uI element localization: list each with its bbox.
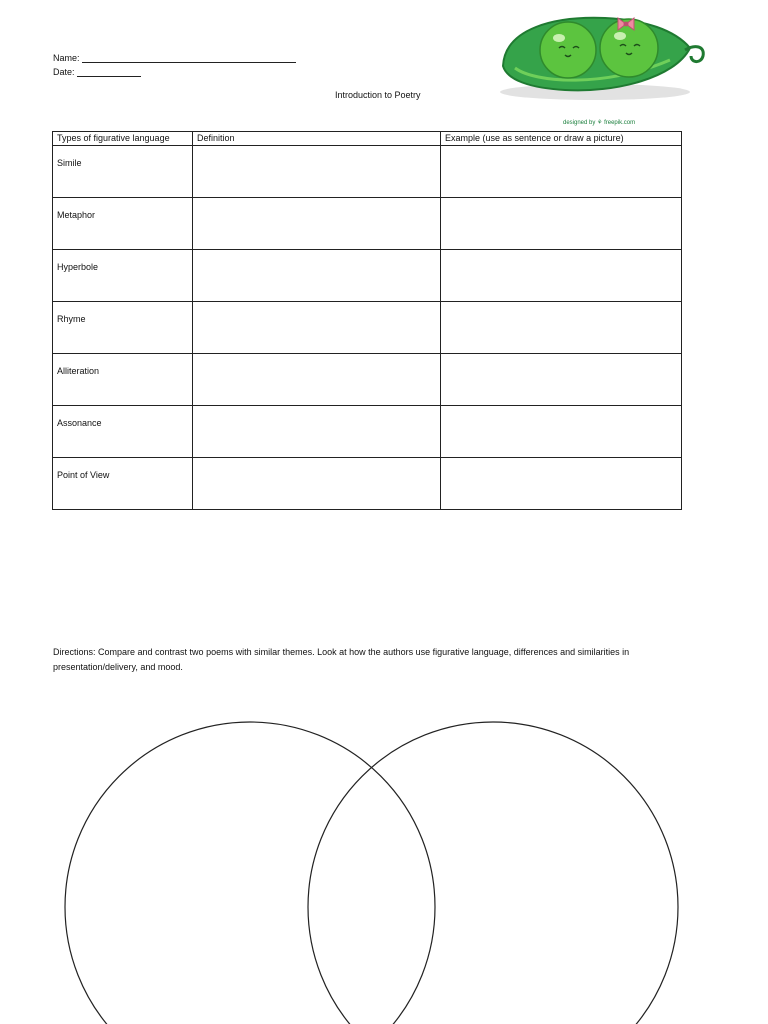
page-title: Introduction to Poetry — [335, 90, 421, 100]
term-cell: Hyperbole — [53, 250, 193, 302]
term-cell: Point of View — [53, 458, 193, 510]
term-cell: Rhyme — [53, 302, 193, 354]
term-cell: Simile — [53, 146, 193, 198]
term-cell: Assonance — [53, 406, 193, 458]
venn-circle-left[interactable] — [65, 722, 435, 1024]
name-label: Name: — [53, 53, 80, 63]
venn-circle-right[interactable] — [308, 722, 678, 1024]
freepik-credit: designed by ⚘ freepik.com — [563, 120, 636, 126]
column-header-types: Types of figurative language — [53, 132, 193, 146]
term-cell: Alliteration — [53, 354, 193, 406]
column-header-example: Example (use as sentence or draw a picture) — [441, 132, 682, 146]
column-header-definition: Definition — [193, 132, 441, 146]
directions-text: Directions: Compare and contrast two poems with similar themes. Look at how the authors use figurative language, differences and similarities in presentation/delivery, and mood. — [53, 647, 630, 672]
term-cell: Metaphor — [53, 198, 193, 250]
date-label: Date: — [53, 67, 75, 77]
